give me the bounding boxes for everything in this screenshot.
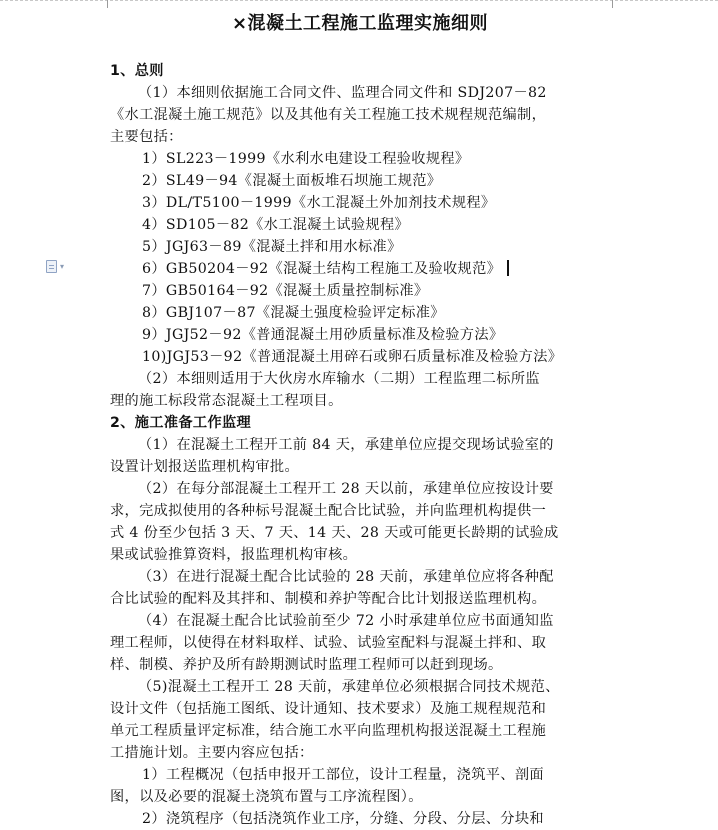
paragraph-line: 设置计划报送监理机构审批。	[110, 459, 299, 475]
list-item: 9）JGJ52－92《普通混凝土用砂质量标准及检验方法》	[142, 327, 504, 343]
list-item-text: 6）GB50204－92《混凝土结构工程施工及验收规范》	[142, 261, 502, 277]
paragraph-line: （2）在每分部混凝土工程开工 28 天以前，承建单位应按设计要	[138, 481, 554, 497]
paragraph-line: 果或试验推算资料，报监理机构审核。	[110, 547, 358, 563]
document-body	[110, 10, 610, 830]
document-title: ×混凝土工程施工监理实施细则	[231, 13, 489, 34]
paragraph-line: 求，完成拟使用的各种标号混凝土配合比试验，并向监理机构提供一	[110, 503, 547, 519]
paragraph-line: （1）本细则依据施工合同文件、监理合同文件和 SDJ207－82	[138, 85, 547, 101]
section-heading-general: 1、总则	[110, 63, 164, 79]
page-corner-mark-right	[612, 0, 621, 8]
paragraph-line: 设计文件（包括施工图纸、设计通知、技术要求）及施工规程规范和	[110, 701, 547, 717]
paragraph-line: 理的施工标段常态混凝土工程项目。	[110, 393, 343, 409]
paragraph-line: 合比试验的配料及其拌和、制模和养护等配合比计划报送监理机构。	[110, 591, 547, 607]
paragraph-line: （1）在混凝土工程开工前 84 天，承建单位应提交现场试验室的	[138, 437, 554, 453]
paragraph-line: （3）在进行混凝土配合比试验的 28 天前，承建单位应将各种配	[138, 569, 554, 585]
paragraph-options-button[interactable]	[46, 258, 76, 274]
paragraph-line: 样、制模、养护及所有龄期测试时监理工程师可以赶到现场。	[110, 657, 503, 673]
text-cursor	[507, 260, 509, 276]
paragraph-line: 图，以及必要的混凝土浇筑布置与工序流程图）。	[110, 789, 423, 805]
page-corner-mark-left	[99, 0, 108, 8]
paragraph-line: （2）本细则适用于大伙房水库输水（二期）工程监理二标所监	[138, 371, 540, 387]
section-heading-preparation: 2、施工准备工作监理	[110, 415, 252, 431]
list-item: 7）GB50164－92《混凝土质量控制标准》	[142, 283, 429, 299]
list-item: 2）SL49－94《混凝土面板堆石坝施工规范》	[142, 173, 442, 189]
list-item-with-cursor[interactable]	[110, 258, 610, 280]
paragraph-line: 工措施计划。主要内容应包括：	[110, 745, 314, 761]
list-item: 1）SL223－1999《水利水电建设工程验收规程》	[142, 151, 470, 167]
paragraph-line: 式 4 份至少包括 3 天、7 天、14 天、28 天或可能更长龄期的试验成	[110, 525, 559, 541]
paragraph-line: 单元工程质量评定标准，结合施工水平向监理机构报送混凝土工程施	[110, 723, 547, 739]
paragraph-line: （5)混凝土工程开工 28 天前，承建单位必须根据合同技术规范、	[138, 679, 560, 695]
paragraph-line: 主要包括：	[110, 129, 183, 145]
list-item: 2）浇筑程序（包括浇筑作业工序，分缝、分段、分层、分块和	[142, 811, 544, 827]
paragraph-line: 《水工混凝土施工规范》以及其他有关工程施工技术规程规范编制，	[110, 107, 547, 123]
list-item: 4）SD105－82《水工混凝土试验规程》	[142, 217, 410, 233]
list-item: 3）DL/T5100－1999《水工混凝土外加剂技术规程》	[142, 195, 496, 211]
list-item: 1）工程概况（包括申报开工部位，设计工程量，浇筑平、剖面	[142, 767, 544, 783]
paragraph-line: （4）在混凝土配合比试验前至少 72 小时承建单位应书面通知监	[138, 613, 554, 629]
document-icon	[46, 260, 57, 273]
list-item: 5）JGJ63－89《混凝土拌和用水标准》	[142, 239, 402, 255]
list-item: 10)JGJ53－92《普通混凝土用碎石或卵石质量标准及检验方法》	[142, 349, 563, 365]
chevron-down-icon: ▾	[60, 261, 65, 271]
paragraph-line: 理工程师，以使得在材料取样、试验、试验室配料与混凝土拌和、取	[110, 635, 547, 651]
list-item: 8）GBJ107－87《混凝土强度检验评定标准》	[142, 305, 445, 321]
